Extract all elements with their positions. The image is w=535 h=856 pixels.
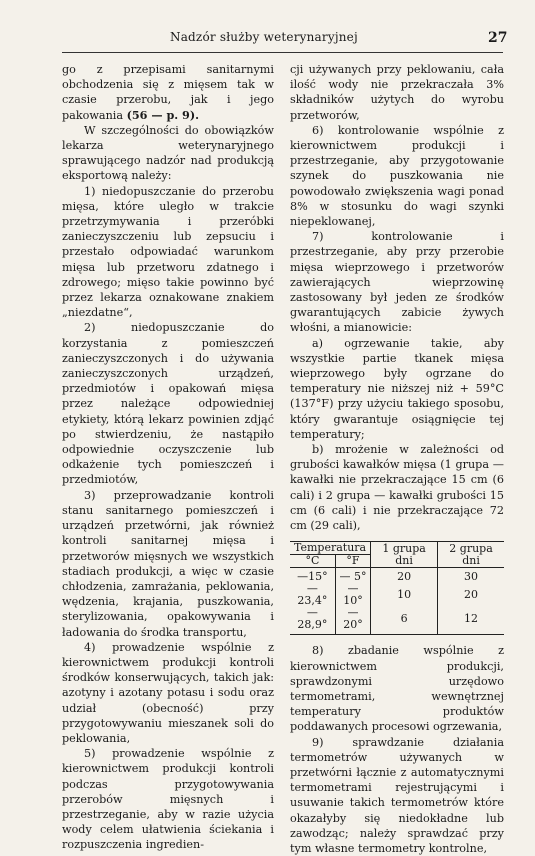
table-header-fahrenheit: °F <box>335 555 370 568</box>
sub-item-a: a) ogrzewanie takie, aby wszystkie partie tkanek mięsa wieprzowego były ogrzane do temperatury nie niższej niż + 59°C (137°F) przy użyciu takiego sposobu, który gwarantuje osiągnięcie tej temperatury; <box>290 336 504 441</box>
paragraph: go z przepisami sanitarnymi obchodzenia się z mięsem tak w czasie przerobu, jak i jego pakowania (56 — p. 9). <box>62 63 274 122</box>
left-column <box>62 62 274 853</box>
sub-item-b: b) mrożenie w zależności od grubości kawałków mięsa (1 grupa — kawałki nie przekraczające 15 cm (6 cali) i 2 grupa — kawałki grubości 15 cm (6 cali) i nie przekraczające 72 cm (29 cali), <box>290 443 504 533</box>
page-header <box>0 30 535 48</box>
header-rule <box>62 52 503 53</box>
paragraph: W szczególności do obowiązków lekarza weterynaryjnego sprawującego nadzór nad produkcją eksportową należy: <box>62 123 274 183</box>
table-header-temperature: Temperatura <box>290 542 371 555</box>
list-item-3: 3) przeprowadzanie kontroli stanu sanitarnego pomieszczeń i urządzeń przetwórni, jak również kontroli sanitarnej mięsa i przetworów mięsnych we wszystkich stadiach produkcji, a więc w czasie chłodzenia, zamrażania, peklowania, wędzenia, krajania, puszkowania, sterylizowania, opakowywania i ładowania do środka transportu, <box>62 488 274 639</box>
table-header-celsius: °C <box>290 555 335 568</box>
temperature-table <box>290 541 504 635</box>
page-number: 27 <box>488 30 508 46</box>
table-row: —28,9° —20° 6 12 <box>290 607 504 635</box>
table-row: —15° — 5° 20 30 <box>290 568 504 584</box>
list-item-1: 1) niedopuszczanie do przerobu mięsa, które uległo w trakcie przetrzymywania i przeróbki zanieczyszczeniu lub zepsuciu i przestało odpowiadać warunkom mięsa lub przetworu zdatnego i zdrowego; mięso takie powinno być przez lekarza oznakowane znakiem „niezdatne“, <box>62 184 274 320</box>
list-item-5: 5) prowadzenie wspólnie z kierownictwem produkcji kontroli podczas przygotowywania przerobów mięsnych i przestrzeganie, aby w razie użycia wody celem ułatwienia ściekania i rozpuszczenia ingredien- <box>62 747 274 852</box>
list-item-4: 4) prowadzenie wspólnie z kierownictwem produkcji kontroli środków konserwujących, takich jak: azotyny i azotany potasu i sodu oraz udział (obecność) przy przygotowywaniu mieszanek soli do peklowania, <box>62 640 274 745</box>
list-item-2: 2) niedopuszczanie do korzystania z pomieszczeń zanieczyszczonych i do używania zanieczyszczonych urządzeń, przedmiotów i opakowań mięsa przez należące odpowiedniej etykiety, którą lekarz powinien zdjąć po stwierdzeniu, że nastąpiło odpowiednie oczyszczenie lub odkażenie tych pomieszczeń i przedmiotów, <box>62 321 274 487</box>
table-row: —23,4° —10° 10 20 <box>290 583 504 607</box>
paragraph: cji używanych przy peklowaniu, cała ilość wody nie przekraczała 3% składników użytych do wyrobu przetworów, <box>290 63 504 122</box>
table-header-group1: 1 grupa dni <box>371 542 438 568</box>
running-title: Nadzór służby weterynaryjnej <box>170 30 358 44</box>
right-column <box>290 62 504 856</box>
table-header-group2: 2 grupa dni <box>438 542 504 568</box>
list-item-6: 6) kontrolowanie wspólnie z kierownictwem produkcji i przestrzeganie, aby przygotowanie szynek do puszkowania nie powodowało zwiększenia wagi ponad 8% w stosunku do wagi szynki niepeklowanej, <box>290 123 504 229</box>
list-item-8: 8) zbadanie wspólnie z kierownictwem produkcji, sprawdzonymi urzędowo termometrami, wewnętrznej temperatury produktów poddawanych procesowi ogrzewania, <box>290 644 504 734</box>
list-item-9: 9) sprawdzanie działania termometrów używanych w przetwórni łącznie z automatycznymi termometrami rejestrującymi i usuwanie takich termometrów które okazałyby się niedokładne lub zawodząc; należy sprawdzać przy tym własne termometry kontrolne, <box>290 735 504 855</box>
list-item-7: 7) kontrolowanie i przestrzeganie, aby przy przerobie mięsa wieprzowego i przetworów zawierających wieprzowinę zastosowany był jeden ze środków gwarantujących zabicie żywych włośni, a mianowicie: <box>290 230 504 335</box>
